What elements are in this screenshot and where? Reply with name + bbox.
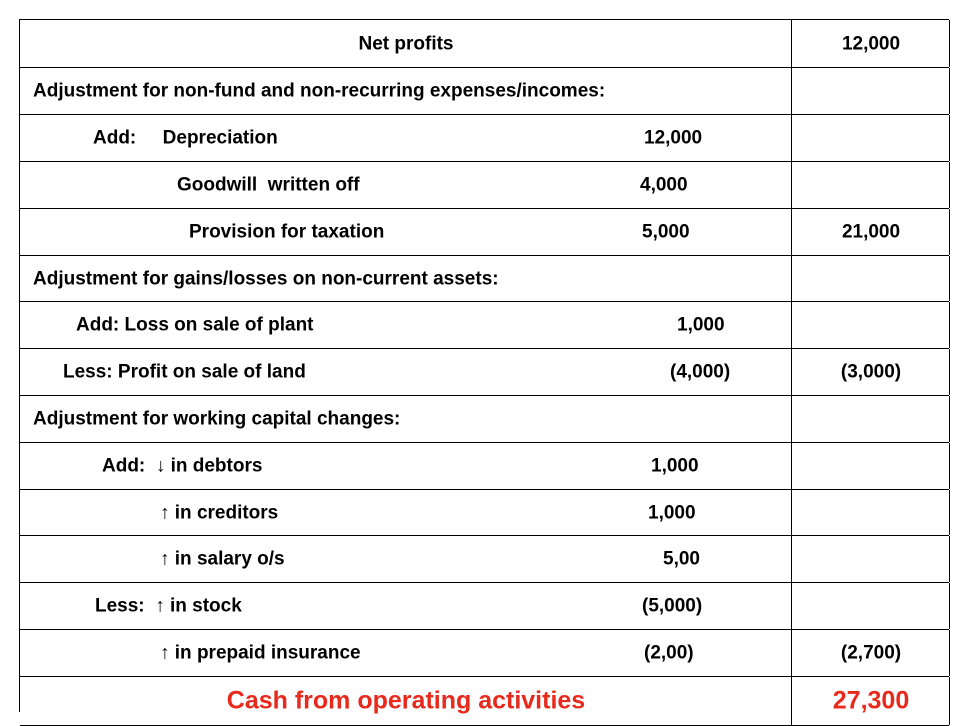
total-cell [792,162,950,208]
total-cell [792,536,950,582]
total-cell [792,256,950,301]
row-total: (2,700) [840,642,902,664]
row-label: Add: ↓ in debtors [102,455,263,477]
row-label: ↑ in creditors [160,502,279,523]
row-amount: 4,000 [640,174,688,196]
description-cell [20,583,792,629]
total-cell [792,68,950,114]
description-cell [20,302,792,348]
row-amount: 1,000 [648,502,696,523]
total-cell [792,677,950,725]
section-heading: Adjustment for gains/losses on non-current assets: [33,268,499,289]
row-total: (3,000) [840,361,902,383]
row-label: Less: ↑ in stock [95,595,242,617]
description-cell [20,256,792,301]
table-row-total [20,677,949,726]
row-amount: 1,000 [651,455,699,477]
description-cell [20,68,792,114]
table-row [20,256,949,302]
description-cell [20,630,792,676]
description-cell [20,443,792,489]
row-label: Goodwill written off [177,174,360,196]
grand-total-value: 27,300 [832,686,910,715]
section-heading: Adjustment for working capital changes: [33,408,401,430]
total-cell [792,349,950,395]
row-label: ↑ in prepaid insurance [160,642,361,664]
description-cell [20,536,792,582]
total-cell [792,443,950,489]
row-label: Add: Loss on sale of plant [76,314,314,336]
table-row [20,20,949,68]
grand-total-label: Cash from operating activities [226,686,586,715]
table-row [20,302,949,349]
table-row [20,443,949,490]
total-cell [792,302,950,348]
row-label: Less: Profit on sale of land [63,361,306,383]
row-amount: (4,000) [670,361,731,383]
table-row [20,68,949,115]
cash-flow-table [19,19,949,715]
row-amount: 5,000 [642,221,690,243]
table-row [20,349,949,396]
description-cell [20,396,792,442]
row-amount: 5,00 [663,548,700,570]
row-total: 21,000 [841,221,901,243]
table-row [20,396,949,443]
row-label: Net profits [358,33,454,54]
total-cell [792,490,950,535]
table-row [20,536,949,583]
row-amount: 12,000 [644,127,703,149]
description-cell [20,162,792,208]
description-cell [20,209,792,255]
description-cell [20,490,792,535]
row-label: ↑ in salary o/s [160,548,285,570]
total-cell [792,20,950,67]
row-total: 12,000 [841,33,901,54]
row-amount: (5,000) [642,595,703,617]
row-amount: 1,000 [677,314,725,336]
description-cell [20,677,792,725]
description-cell [20,349,792,395]
table-row [20,583,949,630]
table-row [20,490,949,536]
total-cell [792,209,950,255]
total-cell [792,115,950,161]
row-label: Provision for taxation [189,221,385,243]
description-cell [20,115,792,161]
row-amount: (2,00) [644,642,694,664]
table-row [20,209,949,256]
table-row [20,162,949,209]
row-label: Add: Depreciation [93,127,278,149]
total-cell [792,630,950,676]
description-cell [20,20,792,67]
table-row [20,115,949,162]
section-heading: Adjustment for non-fund and non-recurring expenses/incomes: [33,80,606,102]
total-cell [792,396,950,442]
table-row [20,630,949,677]
total-cell [792,583,950,629]
